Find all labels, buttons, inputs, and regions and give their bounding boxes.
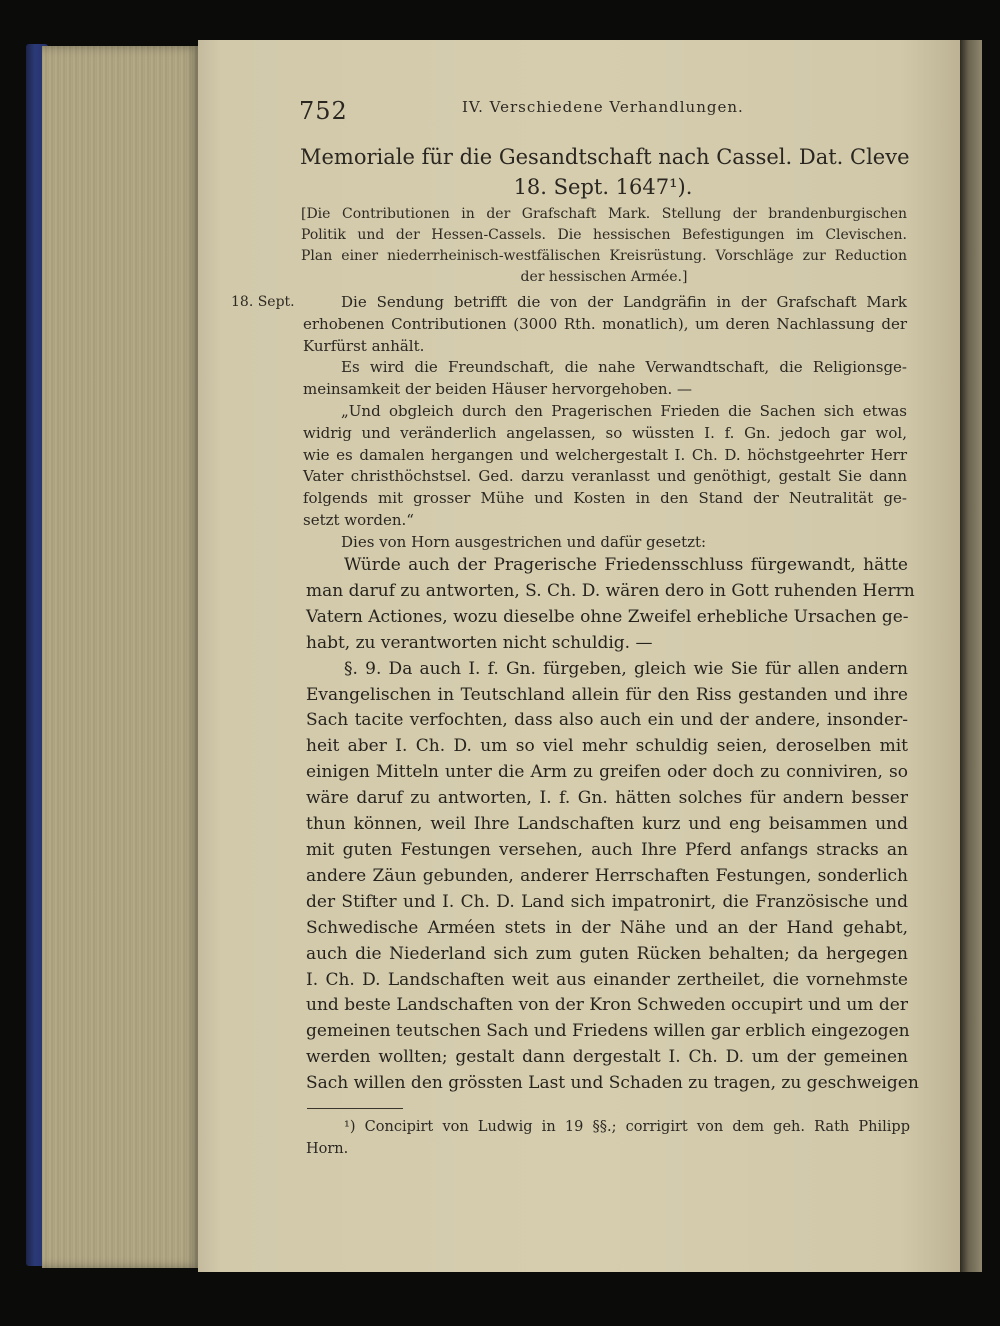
text-line: mit guten Festungen versehen, auch Ihre Pferd anfangs stracks an (306, 839, 908, 860)
text-line: Schwedische Arméen stets in der Nähe und an der Hand gehabt, (306, 917, 908, 938)
text-line: I. Ch. D. Landschaften weit aus einander zertheilet, die vornehmste (306, 969, 908, 990)
summary-line: Politik und der Hessen-Cassels. Die hessischen Befestigungen im Clevischen. (301, 227, 907, 243)
text-line: Dies von Horn ausgestrichen und dafür gesetzt: (341, 532, 707, 551)
body-text-large (306, 553, 919, 1097)
text-line: andere Zäun gebunden, anderer Herrschaften Festungen, sonderlich (306, 865, 908, 886)
section-9-line: §. 9. Da auch I. f. Gn. fürgeben, gleich wie Sie für allen andern (344, 658, 908, 679)
quote-line: wie es damalen hergangen und welchergestalt I. Ch. D. höchstgeehrter Herr (303, 445, 907, 464)
running-head: IV. Verschiedene Verhandlungen. (462, 98, 744, 116)
title-line-1: Memoriale für die Gesandtschaft nach Cassel. Dat. Cleve (300, 145, 910, 169)
text-line: habt, zu verantworten nicht schuldig. — (306, 632, 653, 653)
quote-line: widrig und veränderlich angelassen, so wüssten I. f. Gn. jedoch gar wol, (303, 423, 907, 442)
page-number: 752 (299, 97, 348, 125)
summary-line: [Die Contributionen in der Grafschaft Mark. Stellung der brandenburgischen (301, 206, 907, 222)
text-line: der Stifter und I. Ch. D. Land sich impatronirt, die Französische und (306, 891, 908, 912)
margin-date-note: 18. Sept. (231, 294, 295, 310)
text-line: auch die Niederland sich zum guten Rücken behalten; da hergegen (306, 943, 908, 964)
footnote (306, 1116, 910, 1160)
text-line: thun können, weil Ihre Landschaften kurz und eng beisammen und (306, 814, 908, 835)
text-line: Würde auch der Pragerische Friedensschluss fürgewandt, hätte (344, 555, 908, 575)
text-line: Die Sendung betrifft die von der Landgräfin in der Grafschaft Mark (341, 293, 907, 311)
text-line: Vatern Actiones, wozu dieselbe ohne Zweifel erhebliche Ursachen ge- (306, 606, 909, 627)
text-line: Es wird die Freundschaft, die nahe Verwandtschaft, die Religionsge- (341, 358, 907, 377)
text-line: erhobenen Contributionen (3000 Rth. monatlich), um deren Nachlassung der (303, 314, 907, 333)
text-line: Evangelischen in Teutschland allein für den Riss gestanden und ihre (306, 684, 908, 705)
text-line: und beste Landschaften von der Kron Schweden occupirt und um der (306, 995, 908, 1016)
text-line: gemeinen teutschen Sach und Friedens willen gar erblich eingezogen (306, 1021, 910, 1042)
quote-line: setzt worden.“ (303, 510, 414, 529)
text-line: werden wollten; gestalt dann dergestalt I. Ch. D. um der gemeinen (306, 1047, 908, 1068)
summary-block (301, 204, 907, 288)
text-line: einigen Mitteln unter die Arm zu greifen oder doch zu conniviren, so (306, 762, 908, 783)
text-line: meinsamkeit der beiden Häuser hervorgehoben. — (303, 380, 693, 399)
text-line: wäre daruf zu antworten, I. f. Gn. hätten solches für andern besser (306, 788, 908, 809)
footnote-rule (307, 1108, 403, 1109)
title-line-2: 18. Sept. 1647¹). (513, 175, 693, 199)
text-line: Sach willen den grössten Last und Schaden zu tragen, zu geschweigen (306, 1073, 919, 1094)
page-block-edge (42, 46, 200, 1268)
text-line: man daruf zu antworten, S. Ch. D. wären dero in Gott ruhenden Herrn (306, 580, 915, 601)
quote-line: „Und obgleich durch den Pragerischen Frieden die Sachen sich etwas (341, 401, 907, 420)
footnote-line: ¹) Concipirt von Ludwig in 19 §§.; corrigirt von dem geh. Rath Philipp (344, 1119, 910, 1135)
facing-page-edge (960, 40, 982, 1272)
quote-line: folgends mit grosser Mühe und Kosten in den Stand der Neutralität ge- (303, 489, 907, 508)
document-title (300, 142, 910, 202)
summary-line: Plan einer niederrheinisch-westfälischen Kreisrüstung. Vorschläge zur Reduction (301, 248, 907, 264)
text-line: heit aber I. Ch. D. um so viel mehr schuldig seien, deroselben mit (306, 736, 908, 757)
footnote-line: Horn. (306, 1141, 349, 1157)
summary-line: der hessischen Armée.] (520, 269, 688, 285)
text-line: Sach tacite verfochten, dass also auch ein und der andere, insonder- (306, 710, 908, 731)
quote-line: Vater christhöchstsel. Ged. darzu veranlasst und genöthigt, gestalt Sie dann (303, 467, 907, 486)
text-line: Kurfürst anhält. (303, 336, 425, 355)
body-text-small (303, 292, 907, 554)
